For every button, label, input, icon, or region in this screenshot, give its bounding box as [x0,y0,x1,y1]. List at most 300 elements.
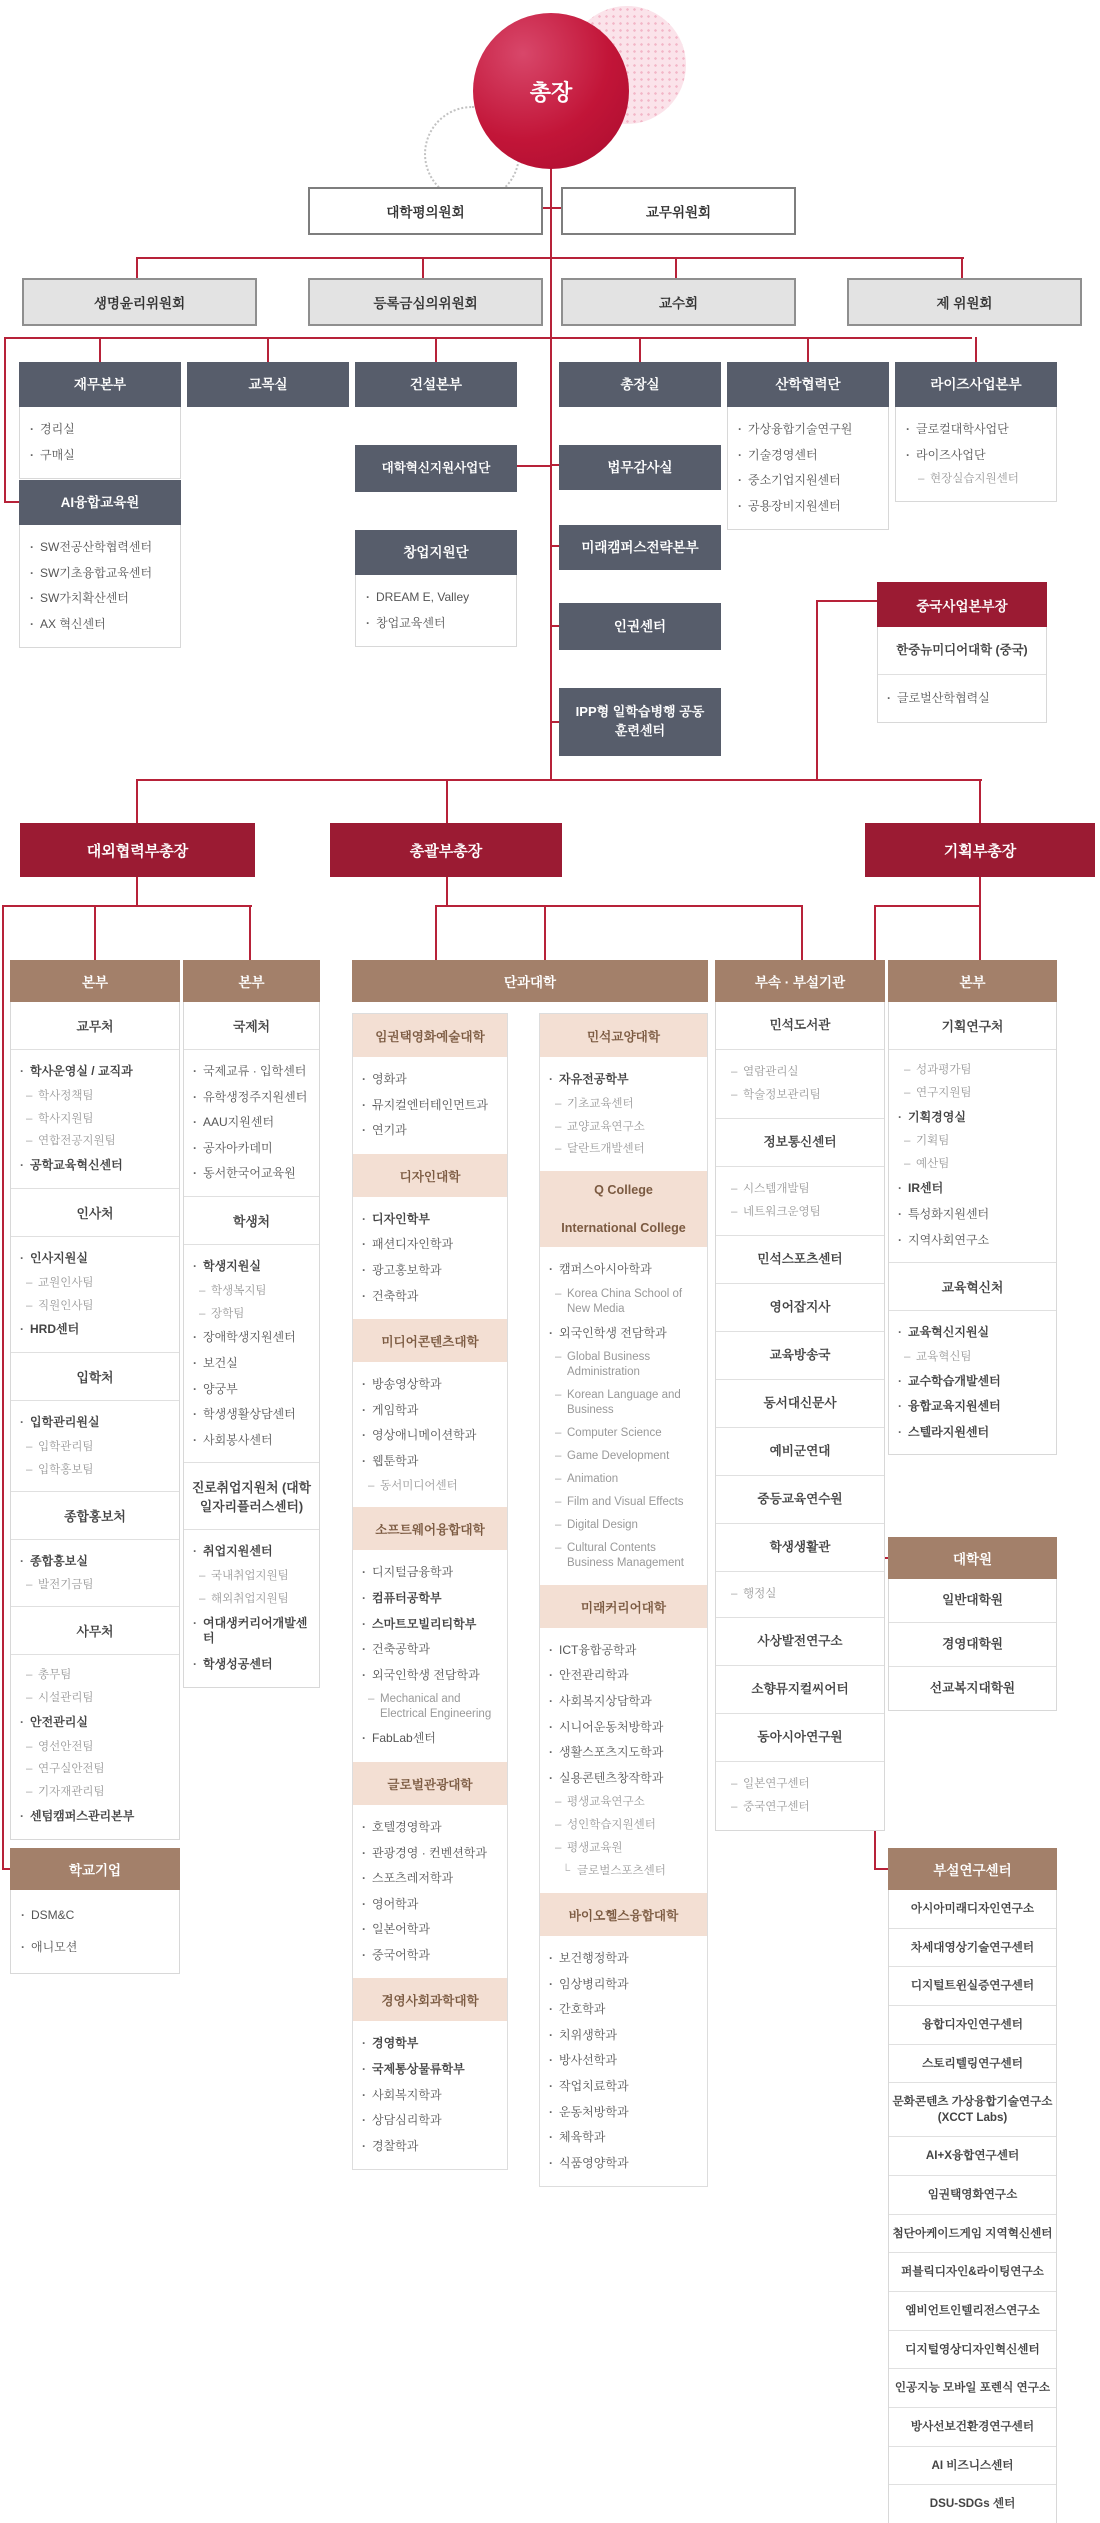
research-center-cell: 차세대영상기술연구센터 [889,1928,1056,1967]
research-center-cell: 디지털영상디자인혁신센터 [889,2330,1056,2369]
annex-sublist [716,1571,884,1617]
admin-unit-column [727,362,889,530]
research-center-cell: AI 비즈니스센터 [889,2446,1056,2485]
connector-line [435,337,437,362]
connector-line [675,257,677,278]
org-item: · 일본어학과 [356,1917,504,1943]
org-item: · 인사지원실 [14,1246,176,1272]
graduate-cell: 경영대학원 [889,1622,1056,1666]
connector-line [435,905,803,907]
annex-cell: 영어잡지사 [716,1283,884,1331]
council-box: 대학평의원회 [308,187,543,235]
college-header: 경영사회과학대학 [353,1978,507,2021]
org-item: – 학사지원팀 [14,1108,176,1131]
org-item: – 총무팀 [14,1664,176,1687]
org-item: · 경리실 [24,417,176,443]
org-item: · 중소기업지원센터 [732,468,884,494]
org-item: · 관광경영 · 컨벤션학과 [356,1841,504,1867]
college-items [540,1936,707,2186]
colleges-right-column [539,1013,708,2187]
org-item: – 기획팀 [892,1130,1053,1153]
org-item: · 경찰학과 [356,2134,504,2160]
college-header: Q College [540,1171,707,1209]
org-item: – 발전기금팀 [14,1574,176,1597]
org-sections [183,1002,320,1688]
connector-line [249,905,251,962]
admin-unit-column [355,362,517,407]
org-item: – 중국연구센터 [719,1796,881,1819]
org-item: · 센텀캠퍼스관리본부 [14,1804,176,1830]
college-items [540,1057,707,1171]
org-item: · 스포츠레저학과 [356,1866,504,1892]
org-item: · 안전관리실 [14,1710,176,1736]
org-item: · 작업치료학과 [543,2074,704,2100]
annex-cell: 정보통신센터 [716,1118,884,1166]
org-item: · FabLab센터 [356,1726,504,1752]
research-center-cell: 인공지능 모바일 포렌식 연구소 [889,2368,1056,2407]
org-item: – 연합전공지원팀 [14,1130,176,1153]
admin-unit-title: 산학협력단 [727,362,889,407]
annex-cell: 동서대신문사 [716,1379,884,1427]
org-item: – 학사정책팀 [14,1085,176,1108]
group-header: 본부 [10,960,180,1002]
org-item: – Cultural Contents Business Management [543,1537,704,1575]
president-label: 총장 [529,79,573,105]
graduate-cells [888,1579,1057,1711]
president-office-unit: 법무감사실 [559,445,721,490]
ai-education-list [19,525,181,648]
innovation-support-box: 대학혁신지원사업단 [355,445,517,492]
org-item: · 학생생활상담센터 [187,1402,316,1428]
section-label: 교육혁신처 [889,1263,1056,1311]
org-item: – 교양교육연구소 [543,1116,704,1139]
admin-unit-column [559,362,721,407]
annex-cell: 예비군연대 [716,1427,884,1475]
china-college-cell: 한중뉴미디어대학 (중국) [896,643,1028,657]
org-section [11,1189,179,1353]
connector-line [2,905,252,907]
research-centers-block [888,1848,1057,2523]
section-label: 입학처 [11,1353,179,1401]
startup-support-block [355,530,517,647]
college-header: 디자인대학 [353,1154,507,1197]
org-item: – 평생교육연구소 [543,1791,704,1814]
college-items [353,1550,507,1761]
annex-cell: 교육방송국 [716,1331,884,1379]
org-item: · 취업지원센터 [187,1539,316,1565]
org-item: – 영선안전팀 [14,1736,176,1759]
research-center-cell: 문화콘텐츠 가상융합기술연구소 (XCCT Labs) [889,2082,1056,2136]
org-item: – 학술정보관리팀 [719,1084,881,1107]
college-items [353,1362,507,1507]
org-sections [888,1002,1057,1455]
org-item: · 실용콘텐츠창작학과 [543,1766,704,1792]
org-section [11,1492,179,1608]
president-office-unit: 미래캠퍼스전략본부 [559,525,721,570]
org-item: · 영상애니메이션학과 [356,1423,504,1449]
org-item: – Animation [543,1468,704,1491]
org-item: – 열람관리실 [719,1061,881,1084]
org-item: · 학사운영실 / 교직과 [14,1059,176,1085]
org-item: · 공자아카데미 [187,1136,316,1162]
org-item: · 외국인학생 전담학과 [356,1663,504,1689]
org-item: · 영화과 [356,1067,504,1093]
ai-education-block [19,480,181,648]
connector-line [975,337,977,362]
org-item: – 행정실 [719,1583,881,1606]
org-item: · 보건실 [187,1351,316,1377]
org-item: · 종합홍보실 [14,1549,176,1575]
org-item: · 국제교류 · 입학센터 [187,1059,316,1085]
org-item: – 성과평가팀 [892,1059,1053,1082]
org-item: · 교수학습개발센터 [892,1369,1053,1395]
org-item: · 간호학과 [543,1997,704,2023]
org-section [11,1607,179,1839]
org-item: – 네트워크운영팀 [719,1201,881,1224]
org-item: · 장애학생지원센터 [187,1325,316,1351]
org-section [184,1197,319,1463]
group-header: 대학원 [888,1537,1057,1579]
admin-unit-title: 라이즈사업본부 [895,362,1057,407]
research-center-cell: 디지털트윈실증연구센터 [889,1966,1056,2005]
org-item: · 시니어운동처방학과 [543,1715,704,1741]
group-header-colleges: 단과대학 [352,960,708,1002]
org-item: · 뮤지컬엔터테인먼트과 [356,1093,504,1119]
committee-box: 교수회 [561,278,796,326]
org-item: · 학생지원실 [187,1254,316,1280]
china-division-body [877,627,1047,723]
connector-line [99,337,101,362]
org-item: · DREAM E, Valley [360,585,512,611]
committee-box: 제 위원회 [847,278,1082,326]
connector-line [550,168,552,780]
college-header: 민석교양대학 [540,1014,707,1057]
connector-line [136,257,138,278]
org-section [889,1263,1056,1454]
admin-unit-list [895,407,1057,502]
connector-line [2,905,4,1870]
president-node [473,13,629,169]
org-item: · 생활스포츠지도학과 [543,1740,704,1766]
org-item: · IR센터 [892,1176,1053,1202]
hq-column-planning [888,960,1057,1455]
college-sections [352,1013,508,2170]
org-item: · 방사선학과 [543,2048,704,2074]
org-item: · 학생성공센터 [187,1652,316,1678]
connector-line [4,337,972,339]
college-items [353,2021,507,2169]
connector-line [267,337,269,362]
college-header: 임권택영화예술대학 [353,1014,507,1057]
connector-line [446,779,448,825]
annex-cell: 민석도서관 [769,1018,831,1032]
committee-box: 등록금심의위원회 [308,278,543,326]
org-item: · SW전공산학협력센터 [24,535,176,561]
org-item: · AAU지원센터 [187,1110,316,1136]
connector-line [639,337,641,362]
china-division-list [878,674,1046,723]
college-header: 바이오헬스융합대학 [540,1893,707,1936]
connector-line [136,779,138,825]
school-enterprise-block [10,1848,180,1974]
section-items [889,1050,1056,1263]
org-item: · 광고홍보학과 [356,1258,504,1284]
org-item: └ 글로벌스포츠센터 [543,1860,704,1883]
org-item: · 건축공학과 [356,1637,504,1663]
org-item: – Computer Science [543,1422,704,1445]
org-item: · 연기과 [356,1118,504,1144]
org-item: · 치위생학과 [543,2023,704,2049]
org-item: · 캠퍼스아시아학과 [543,1257,704,1283]
startup-support-list [355,575,517,647]
org-item: – Game Development [543,1445,704,1468]
connector-line [979,779,981,825]
org-item: · AX 혁신센터 [24,612,176,638]
org-item: · 기술경영센터 [732,443,884,469]
section-items [11,1540,179,1608]
org-item: – 동서미디어센터 [356,1475,504,1498]
admin-unit-title: 교목실 [187,362,349,407]
group-header: 본부 [183,960,320,1002]
org-item: · 사회복지학과 [356,2083,504,2109]
annex-rows [715,1002,885,1831]
group-header: 본부 [888,960,1057,1002]
section-items [184,1530,319,1686]
admin-unit-column [895,362,1057,502]
vice-president-box: 총괄부총장 [330,823,562,877]
org-item: · 가상융합기술연구원 [732,417,884,443]
org-item: – 입학홍보팀 [14,1459,176,1482]
org-item: – 연구지원팀 [892,1082,1053,1105]
org-item: · 호텔경영학과 [356,1815,504,1841]
org-item: – 국내취업지원팀 [187,1565,316,1588]
section-items [184,1245,319,1463]
section-items [11,1655,179,1839]
org-item: – Korean Language and Business [543,1384,704,1422]
section-items [11,1401,179,1491]
org-section [11,1002,179,1189]
connector-line [816,600,877,602]
org-item: · ICT융합공학과 [543,1638,704,1664]
org-item: – 직원인사팀 [14,1295,176,1318]
connector-line [961,257,963,278]
org-item: · 글로벌산학협력실 [881,686,1043,712]
org-item: · 애니모션 [15,1932,175,1964]
org-item: · 입학관리원실 [14,1410,176,1436]
org-item: · 공학교육혁신센터 [14,1153,176,1179]
org-item: · 임상병리학과 [543,1972,704,1998]
research-center-cell: 첨단아케이드게임 지역혁신센터 [889,2214,1056,2253]
org-item: · 건축학과 [356,1284,504,1310]
org-item: · 기획경영실 [892,1105,1053,1131]
hq-column-student [183,960,320,1688]
group-header: 학교기업 [10,1848,180,1890]
org-item: · 게임학과 [356,1398,504,1424]
org-item: – Global Business Administration [543,1346,704,1384]
section-label: 학생처 [184,1197,319,1245]
connector-line [515,465,551,467]
org-item: · 상담심리학과 [356,2108,504,2134]
connector-line [544,905,546,962]
org-item: · 경영학부 [356,2031,504,2057]
group-header: 부속 · 부설기관 [715,960,885,1002]
annex-cell: 민석스포츠센터 [716,1235,884,1283]
research-center-cell: 스토리텔링연구센터 [889,2044,1056,2083]
ai-education-title: AI융합교육원 [19,480,181,525]
org-item: · 양궁부 [187,1377,316,1403]
startup-support-title: 창업지원단 [355,530,517,575]
org-item: – 기초교육센터 [543,1093,704,1116]
section-label: 종합홍보처 [11,1492,179,1540]
china-division-block [877,582,1047,723]
connector-line [874,905,981,907]
college-items [353,1805,507,1979]
org-sections [10,1002,180,1840]
org-item: · 보건행정학과 [543,1946,704,1972]
org-section [889,1002,1056,1263]
graduate-cell: 일반대학원 [942,1593,1003,1607]
connector-line [136,257,964,259]
org-item: – 성인학습지원센터 [543,1814,704,1837]
annex-cell: 사상발전연구소 [716,1617,884,1665]
connector-line [136,877,138,907]
org-item: – Digital Design [543,1514,704,1537]
org-item: – 평생교육원 [543,1837,704,1860]
college-header: 소프트웨어융합대학 [353,1507,507,1550]
org-item: · 안전관리학과 [543,1663,704,1689]
admin-unit-column [19,362,181,479]
org-item: · 창업교육센터 [360,611,512,637]
org-item: · 자유전공학부 [543,1067,704,1093]
connector-line [435,905,437,962]
admin-unit-column [187,362,349,407]
research-center-cell: 아시아미래디자인연구소 [910,1902,1035,1915]
org-item: · 체육학과 [543,2125,704,2151]
section-items [11,1050,179,1189]
org-item: · 컴퓨터공학부 [356,1586,504,1612]
college-header: 글로벌관광대학 [353,1762,507,1805]
connector-line [979,877,981,962]
org-item: · 디지털금융학과 [356,1560,504,1586]
org-item: – 시설관리팀 [14,1687,176,1710]
annex-cell: 중등교육연수원 [716,1475,884,1523]
org-item: – 학생복지팀 [187,1280,316,1303]
research-center-cell: 융합디자인연구센터 [889,2005,1056,2044]
college-sections [539,1013,708,2187]
annex-cell: 소향뮤지컬씨어터 [716,1665,884,1713]
org-item: · DSM&C [15,1900,175,1932]
org-item: – 일본연구센터 [719,1773,881,1796]
org-item: · 여대생커리어개발센터 [187,1611,316,1652]
org-item: · 사회봉사센터 [187,1428,316,1454]
school-enterprise-list [10,1890,180,1974]
org-item: · 패션디자인학과 [356,1232,504,1258]
china-division-title: 중국사업본부장 [877,582,1047,627]
annex-sublist [716,1761,884,1830]
org-item: · HRD센터 [14,1317,176,1343]
org-item: · 디자인학부 [356,1207,504,1233]
college-header: International College [540,1209,707,1247]
section-items [889,1311,1056,1454]
section-label: 교무처 [11,1002,179,1050]
section-label: 인사처 [11,1189,179,1237]
org-item: – 입학관리팀 [14,1436,176,1459]
vice-president-box: 기획부총장 [865,823,1095,877]
org-item: · 구매실 [24,443,176,469]
org-item: · 지역사회연구소 [892,1228,1053,1254]
org-item: · 동서한국어교육원 [187,1161,316,1187]
section-label: 사무처 [11,1607,179,1655]
org-section [184,1002,319,1197]
org-item: · 특성화지원센터 [892,1202,1053,1228]
research-center-cell: AI+X융합연구센터 [889,2136,1056,2175]
college-items [353,1057,507,1154]
admin-unit-title: 건설본부 [355,362,517,407]
research-center-cell: 퍼블릭디자인&라이팅연구소 [889,2252,1056,2291]
connector-line [422,257,424,278]
college-header: 미디어콘텐츠대학 [353,1319,507,1362]
org-item: · SW가치확산센터 [24,586,176,612]
org-item: – Mechanical and Electrical Engineering [356,1688,504,1726]
org-item: · 외국인학생 전담학과 [543,1321,704,1347]
connector-line [136,779,982,781]
org-item: · 중국어학과 [356,1943,504,1969]
org-item: – 현장실습지원센터 [900,468,1052,491]
annex-sublist [716,1049,884,1118]
graduate-schools-block [888,1537,1057,1711]
org-section [184,1463,319,1686]
section-label: 국제처 [184,1002,319,1050]
research-center-cell: 방사선보건환경연구센터 [889,2407,1056,2446]
org-section [11,1353,179,1491]
org-item: · 라이즈사업단 [900,443,1052,469]
org-item: · 스마트모빌리티학부 [356,1612,504,1638]
council-box: 교무위원회 [561,187,796,235]
org-item: · 방송영상학과 [356,1372,504,1398]
connector-line [801,905,803,962]
org-item: · 글로컬대학사업단 [900,417,1052,443]
group-header: 부설연구센터 [888,1848,1057,1890]
org-item: – 달란트개발센터 [543,1138,704,1161]
connector-line [816,600,818,781]
org-item: – 해외취업지원팀 [187,1588,316,1611]
research-center-cell: DSU-SDGs 센터 [889,2484,1056,2523]
org-item: · 교육혁신지원실 [892,1320,1053,1346]
org-item: – 교원인사팀 [14,1272,176,1295]
org-item: · SW기초융합교육센터 [24,561,176,587]
admin-unit-title: 총장실 [559,362,721,407]
connector-line [807,337,809,362]
vice-president-box: 대외협력부총장 [20,823,255,877]
admin-unit-list [727,407,889,530]
research-center-cell: 임권택영화연구소 [889,2175,1056,2214]
connector-line [4,337,6,503]
connector-line [4,501,20,503]
org-item: – 예산팀 [892,1153,1053,1176]
org-item: · 공용장비지원센터 [732,494,884,520]
college-header: 미래커리어대학 [540,1585,707,1628]
research-cells [888,1890,1057,2523]
org-item: · 유학생정주지원센터 [187,1085,316,1111]
research-center-cell: 엠비언트인텔리전스연구소 [889,2291,1056,2330]
colleges-left-column [352,1013,508,2170]
connector-line [94,905,96,962]
org-item: · 운동처방학과 [543,2100,704,2126]
committee-box: 생명윤리위원회 [22,278,257,326]
org-item: · 사회복지상담학과 [543,1689,704,1715]
section-label: 진로취업지원처 (대학일자리플러스센터) [184,1463,319,1530]
org-item: · 융합교육지원센터 [892,1394,1053,1420]
